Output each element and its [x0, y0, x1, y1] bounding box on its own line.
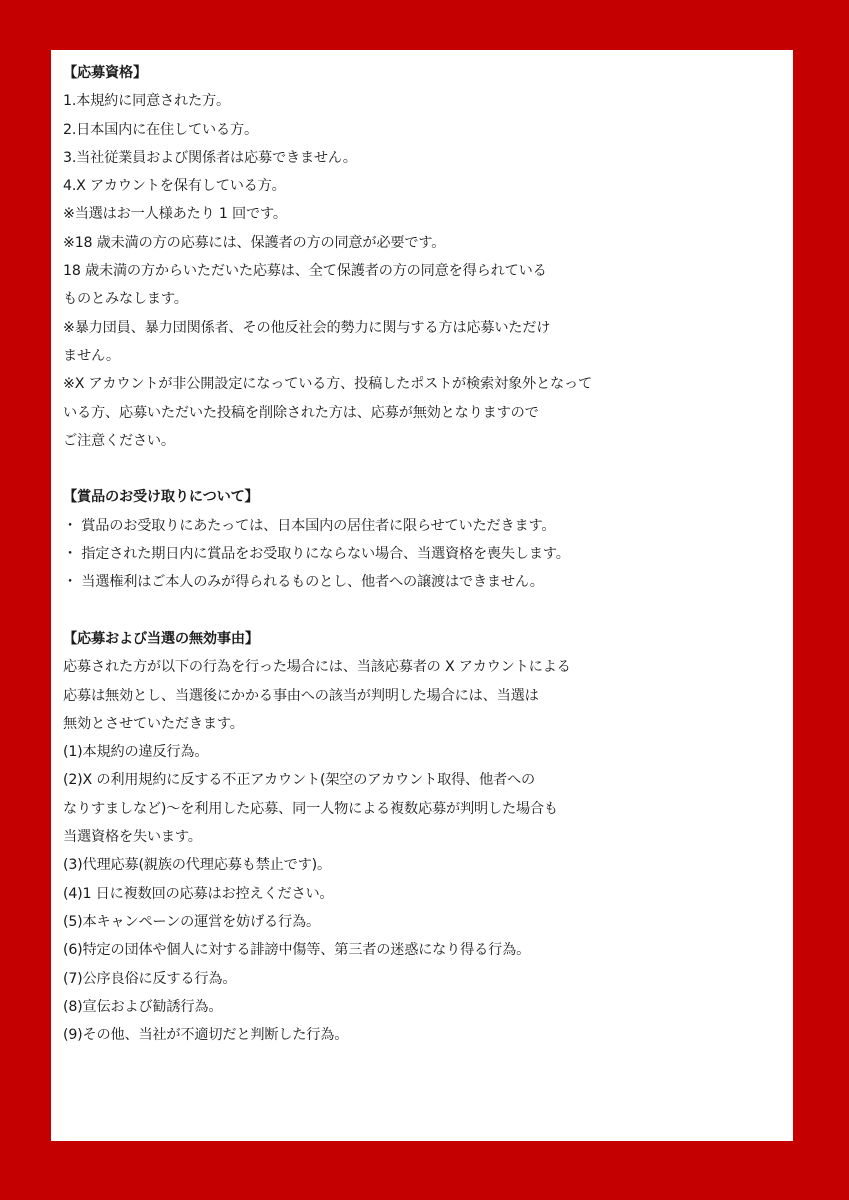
- eligibility-line: 2.日本国内に在住している方。: [63, 121, 258, 138]
- section-spacer: [63, 455, 793, 483]
- invalid-line: (2)X の利用規約に反する不正アカウント(架空のアカウント取得、他者への: [63, 772, 535, 789]
- eligibility-line: 4.X アカウントを保有している方。: [63, 178, 286, 195]
- invalid-line: (8)宣伝および勧誘行為。: [63, 998, 223, 1015]
- eligibility-line: ※暴力団員、暴力団関係者、その他反社会的勢力に関与する方は応募いただけ: [63, 319, 551, 336]
- terms-panel: [51, 50, 793, 1141]
- eligibility-line: いる方、応募いただいた投稿を削除された方は、応募が無効となりますので: [63, 404, 539, 421]
- eligibility-line: 1.本規約に同意された方。: [63, 93, 230, 110]
- invalid-line: (4)1 日に複数回の応募はお控えください。: [63, 885, 334, 902]
- invalid-line: (5)本キャンペーンの運営を妨げる行為。: [63, 913, 321, 930]
- invalid-line: (1)本規約の違反行為。: [63, 744, 209, 761]
- eligibility-line: 18 歳未満の方からいただいた応募は、全て保護者の方の同意を得られている: [63, 263, 547, 280]
- invalid-line: (9)その他、当社が不適切だと判断した行為。: [63, 1027, 349, 1044]
- eligibility-line: ※X アカウントが非公開設定になっている方、投稿したポストが検索対象外となって: [63, 376, 592, 393]
- eligibility-line: ※18 歳未満の方の応募には、保護者の方の同意が必要です。: [63, 234, 446, 251]
- invalid-line: 応募は無効とし、当選後にかかる事由への該当が判明した場合には、当選は: [63, 687, 539, 704]
- invalid-line: 当選資格を失います。: [63, 829, 202, 846]
- prize-line: ・ 賞品のお受取りにあたっては、日本国内の居住者に限らせていただきます。: [63, 517, 556, 534]
- invalid-line: なりすましなど)～を利用した応募、同一人物による複数応募が判明した場合も: [63, 800, 558, 817]
- invalid-line: (7)公序良俗に反する行為。: [63, 970, 237, 987]
- eligibility-line: ものとみなします。: [63, 291, 188, 308]
- invalid-line: 無効とさせていただきます。: [63, 715, 244, 732]
- eligibility-line: 3.当社従業員および関係者は応募できません。: [63, 149, 357, 166]
- section-heading-eligibility: 【応募資格】: [63, 65, 147, 81]
- eligibility-line: ご注意ください。: [63, 432, 175, 449]
- invalid-line: (6)特定の団体や個人に対する誹謗中傷等、第三者の迷惑になり得る行為。: [63, 942, 531, 959]
- invalid-line: (3)代理応募(親族の代理応募も禁止です)。: [63, 857, 331, 874]
- prize-line: ・ 当選権利はご本人のみが得られるものとし、他者への譲渡はできません。: [63, 574, 544, 591]
- section-heading-invalid: 【応募および当選の無効事由】: [63, 630, 259, 647]
- section-heading-prize: 【賞品のお受け取りについて】: [63, 489, 259, 506]
- eligibility-line: ません。: [63, 347, 120, 364]
- invalid-line: 応募された方が以下の行為を行った場合には、当該応募者の X アカウントによる: [63, 659, 571, 676]
- eligibility-line: ※当選はお一人様あたり 1 回です。: [63, 206, 287, 223]
- section-spacer: [63, 597, 793, 625]
- prize-line: ・ 指定された期日内に賞品をお受取りにならない場合、当選資格を喪失します。: [63, 546, 570, 563]
